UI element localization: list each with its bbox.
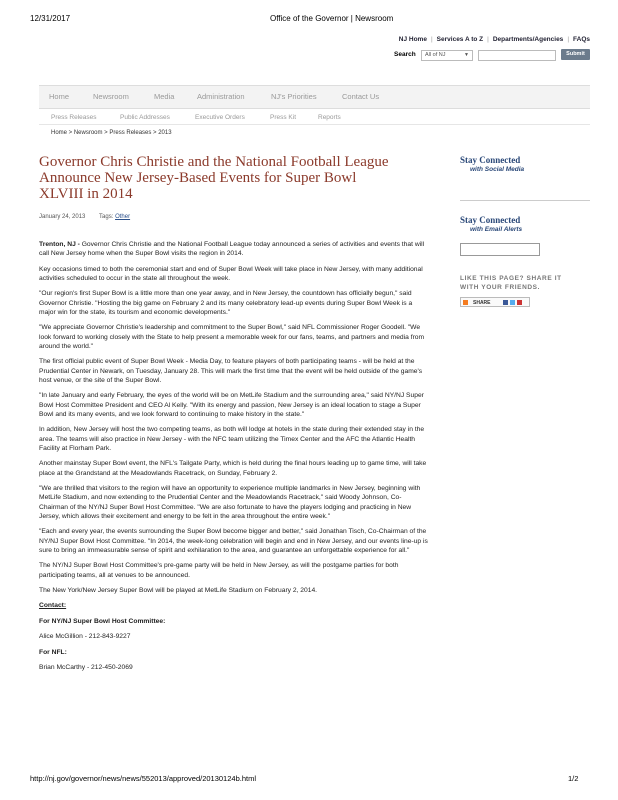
nav-administration[interactable]: Administration (197, 92, 245, 101)
main-nav (39, 85, 590, 109)
email-title[interactable]: Stay Connected (460, 215, 521, 225)
print-header (30, 14, 590, 26)
lead-text: Governor Chris Christie and the National Football League today announced a series of activities and events that will call New Jersey home when the Super Bowl visits the region in 2014. (39, 241, 425, 258)
share-button[interactable] (460, 297, 530, 307)
email-input[interactable] (460, 243, 540, 256)
print-date: 12/31/2017 (30, 14, 71, 23)
article-paragraph: "Each and every year, the events surrounding the Super Bowl become bigger and better," said Jonathan Tisch, Co-Chairman of the NY/NJ Super Bowl Host Committee. "In 2014, the week-long celebration will begin and end in New Jersey, and our events line-up is sure to bring an immeasurable sense of spirit and exhilaration to the area, and guarantee an unforgettable experience for all." (39, 528, 428, 554)
article-paragraph: The New York/New Jersey Super Bowl will be played at MetLife Stadium on February 2, 2014. (39, 586, 318, 594)
lead-paragraph (39, 240, 429, 259)
services-link[interactable]: Services A to Z (436, 36, 484, 43)
article-paragraph: In addition, New Jersey will host the two competing teams, as both will lodge at hotels in the state during their extended stay in the area. The teams will also practice in New Jersey - with the NFC team utilizing the Timex Center and the AFC the Atlantic Health Facility at Florham Park. (39, 426, 425, 452)
contact-heading: For NY/NJ Super Bowl Host Committee: (39, 617, 166, 625)
article-paragraph: The first official public event of Super Bowl Week - Media Day, to feature players of both participating teams - will be held at the Prudential Center in Newark, on Tuesday, January 28. This will mark the first time that the event will be held outside of the game's host venue, or the site of the Super Bowl. (39, 358, 423, 384)
search-label: Search (394, 51, 416, 58)
utility-links: NJ Home | Services A to Z | Departments/Agencies | FAQs (398, 36, 590, 43)
email-subtitle[interactable]: with Email Alerts (470, 226, 523, 233)
share-icon (463, 300, 468, 305)
tags-label: Tags: (99, 214, 114, 220)
facebook-icon (503, 300, 508, 305)
search-scope-select[interactable] (421, 50, 473, 61)
search-input[interactable] (478, 50, 556, 61)
subnav-press-kit[interactable]: Press Kit (270, 114, 297, 121)
nav-priorities[interactable]: NJ's Priorities (271, 92, 317, 101)
subnav-public-addresses[interactable]: Public Addresses (120, 114, 170, 121)
subnav-reports[interactable]: Reports (318, 114, 341, 121)
article-body (39, 240, 429, 678)
search-scope-value: All of NJ (425, 52, 446, 58)
nav-contact-us[interactable]: Contact Us (342, 92, 380, 101)
dateline: Trenton, NJ - (39, 241, 80, 248)
chevron-down-icon: ▼ (464, 52, 469, 58)
contact-label: Contact: (39, 602, 67, 610)
article-paragraph: "We appreciate Governor Christie's leadership and commitment to the Super Bowl," said NFL Commissioner Roger Goodell. "We look forward to working closely with the State to help present a memorable week for our fans, teams, and partners and media from around the world." (39, 324, 425, 350)
divider (39, 124, 590, 125)
article-date: January 24, 2013 (39, 214, 86, 220)
share-label: SHARE (473, 299, 491, 306)
tag-link[interactable]: Other (115, 214, 131, 220)
nav-media[interactable]: Media (154, 92, 175, 101)
submit-button[interactable]: Submit (561, 49, 590, 60)
social-title[interactable]: Stay Connected (460, 155, 521, 165)
contact-entry: Alice McGillion - 212-843-9227 (39, 633, 131, 641)
article-paragraph: The NY/NJ Super Bowl Host Committee's pre-game party will be held in New Jersey, as will the postgame parties for both participating teams, all at venues to be announced. (39, 562, 399, 579)
page-number: 1/2 (568, 774, 579, 783)
divider (460, 200, 590, 201)
subnav-press-releases[interactable]: Press Releases (51, 114, 97, 121)
breadcrumb[interactable]: Home > Newsroom > Press Releases > 2013 (51, 130, 172, 136)
subnav-executive-orders[interactable]: Executive Orders (195, 114, 245, 121)
contact-entry: Brian McCarthy - 212-450-2069 (39, 663, 133, 671)
email-share-icon (517, 300, 522, 305)
footer-url: http://nj.gov/governor/news/news/552013/approved/20130124b.html (30, 774, 256, 783)
article-paragraph: "Our region's first Super Bowl is a little more than one year away, and in New Jersey, the countdown has officially begun," said Governor Christie. "Hosting the big game on February 2 and its many celebratory lead-up events during Super Bowl Week is a major win for the state, its tourism and economic developments." (39, 290, 413, 316)
article-meta (39, 214, 130, 220)
social-subtitle[interactable]: with Social Media (470, 166, 525, 173)
article-paragraph: "We are thrilled that visitors to the region will have an opportunity to experience multiple landmarks in New Jersey, beginning with MetLife Stadium, and now extending to the Prudential Center and the Meadowlands Racetrack," said Woody Johnson, Co-Chairman of the NY/NJ Super Bowl Host Committee. "We are also fortunate to have the players lodging and practicing in New Jersey, which allows their excitement and energy to be felt in the area throughout the entire week." (39, 484, 421, 520)
nj-home-link[interactable]: NJ Home (398, 36, 427, 43)
departments-link[interactable]: Departments/Agencies (492, 36, 564, 43)
article-paragraph: Another mainstay Super Bowl event, the NFL's Tailgate Party, which is held during the final hours leading up to game time, will take place at the Grandstand at the Meadowlands Racetrack, on Sunday, February 2. (39, 460, 427, 477)
article-paragraph: "In late January and early February, the eyes of the world will be on MetLife Stadium and the surrounding area," said NY/NJ Super Bowl Host Committee President and CEO Al Kelly. "With its energy and passion, New Jersey is an ideal location to stage a Super Bowl and its many events, and we look forward to continuing to make history in the state." (39, 392, 424, 418)
nav-newsroom[interactable]: Newsroom (93, 92, 129, 101)
contact-heading: For NFL: (39, 648, 67, 656)
faqs-link[interactable]: FAQs (573, 36, 590, 43)
twitter-icon (510, 300, 515, 305)
article-paragraph: Key occasions timed to both the ceremonial start and end of Super Bowl Week will take place in New Jersey, with many additional activities scheduled to occur in the state all throughout the week. (39, 265, 423, 282)
share-prompt: LIKE THIS PAGE? SHARE IT WITH YOUR FRIENDS. (460, 275, 562, 291)
print-title: Office of the Governor | Newsroom (270, 14, 394, 23)
page-title: Governor Chris Christie and the National Football League Announce New Jersey-Based Events for Super Bowl XLVIII in 2014 (39, 154, 389, 202)
nav-home[interactable]: Home (49, 92, 70, 101)
